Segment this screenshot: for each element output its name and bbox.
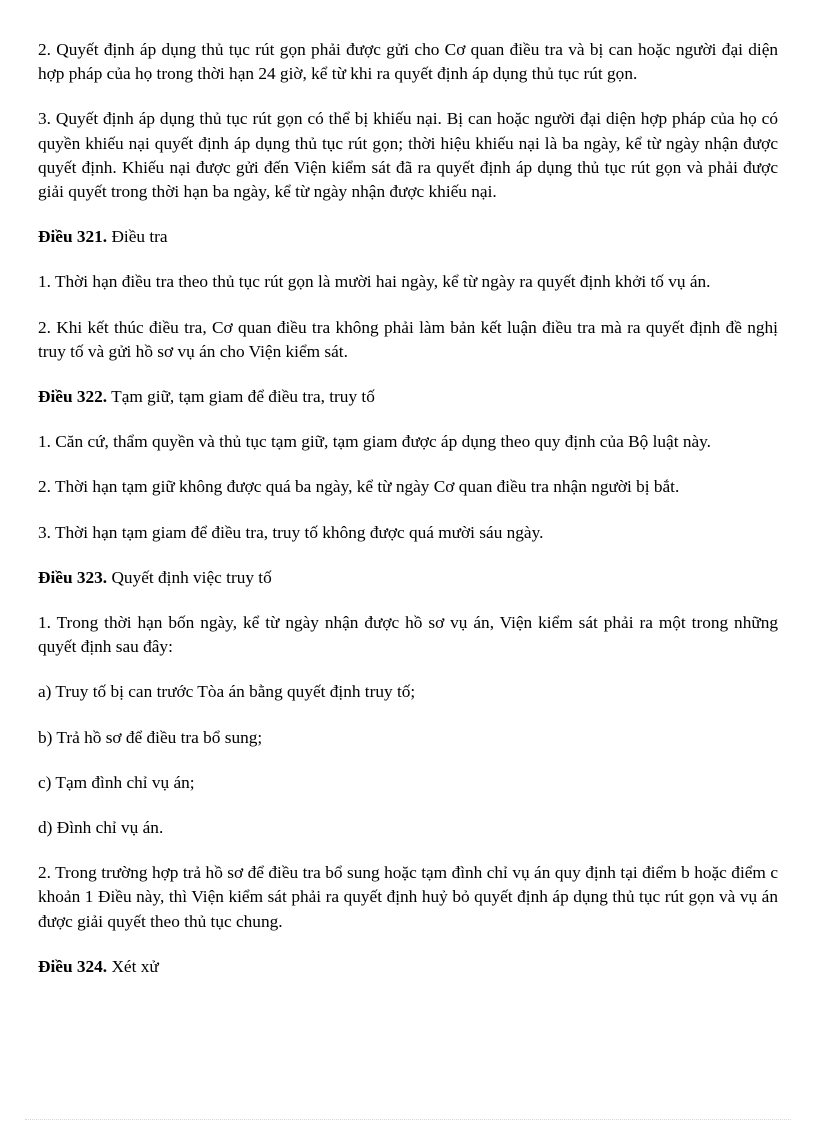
list-item-323-c: c) Tạm đình chỉ vụ án;	[38, 772, 195, 792]
article-322-title: Tạm giữ, tạm giam để điều tra, truy tố	[107, 387, 375, 407]
article-321-heading	[38, 225, 778, 249]
document-page	[38, 38, 778, 1000]
list-item-323-a: a) Truy tố bị can trước Tòa án bằng quyết định truy tố;	[38, 682, 416, 702]
paragraph-321-1: 1. Thời hạn điều tra theo thủ tục rút gọn là mười hai ngày, kể từ ngày ra quyết định khởi tố vụ án.	[38, 272, 711, 292]
article-321-number: Điều 321.	[38, 227, 108, 247]
page-bottom-divider	[25, 1119, 791, 1120]
list-item-323-b: b) Trả hồ sơ để điều tra bổ sung;	[38, 727, 263, 747]
paragraph-322-1: 1. Căn cứ, thẩm quyền và thủ tục tạm giữ, tạm giam được áp dụng theo quy định của Bộ luật này.	[38, 432, 711, 452]
article-323-heading	[38, 566, 778, 590]
article-324-title: Xét xử	[107, 956, 159, 976]
article-322-heading	[38, 385, 778, 409]
article-322-number: Điều 322.	[38, 387, 108, 407]
list-item-323-d: d) Đình chỉ vụ án.	[38, 818, 164, 838]
article-323-number: Điều 323.	[38, 567, 108, 587]
paragraph-320-2: 2. Quyết định áp dụng thủ tục rút gọn phải được gửi cho Cơ quan điều tra và bị can hoặc người đại diện hợp pháp của họ trong thời hạn 24 giờ, kể từ khi ra quyết định áp dụng thủ tục rút gọn.	[38, 40, 778, 84]
article-324-number: Điều 324.	[38, 956, 108, 976]
article-321-title: Điều tra	[107, 227, 168, 247]
article-324-heading	[38, 955, 778, 979]
article-323-title: Quyết định việc truy tố	[107, 567, 272, 587]
paragraph-322-3: 3. Thời hạn tạm giam để điều tra, truy tố không được quá mười sáu ngày.	[38, 522, 544, 542]
paragraph-321-2: 2. Khi kết thúc điều tra, Cơ quan điều tra không phải làm bản kết luận điều tra mà ra quyết định đề nghị truy tố và gửi hồ sơ vụ án cho Viện kiểm sát.	[38, 317, 778, 361]
paragraph-323-1: 1. Trong thời hạn bốn ngày, kể từ ngày nhận được hồ sơ vụ án, Viện kiểm sát phải ra một trong những quyết định sau đây:	[38, 613, 778, 657]
paragraph-320-3: 3. Quyết định áp dụng thủ tục rút gọn có thể bị khiếu nại. Bị can hoặc người đại diện hợp pháp của họ có quyền khiếu nại quyết định áp dụng thủ tục rút gọn; thời hiệu khiếu nại là ba ngày, kể từ ngày nhận được quyết định. Khiếu nại được gửi đến Viện kiểm sát đã ra quyết định áp dụng thủ tục rút gọn và phải được giải quyết trong thời hạn ba ngày, kể từ ngày nhận được khiếu nại.	[38, 109, 778, 202]
paragraph-323-2: 2. Trong trường hợp trả hồ sơ để điều tra bổ sung hoặc tạm đình chỉ vụ án quy định tại điểm b hoặc điểm c khoản 1 Điều này, thì Viện kiểm sát phải ra quyết định huỷ bỏ quyết định áp dụng thủ tục rút gọn và vụ án được giải quyết theo thủ tục chung.	[38, 863, 778, 931]
paragraph-322-2: 2. Thời hạn tạm giữ không được quá ba ngày, kể từ ngày Cơ quan điều tra nhận người bị bắt.	[38, 477, 680, 497]
